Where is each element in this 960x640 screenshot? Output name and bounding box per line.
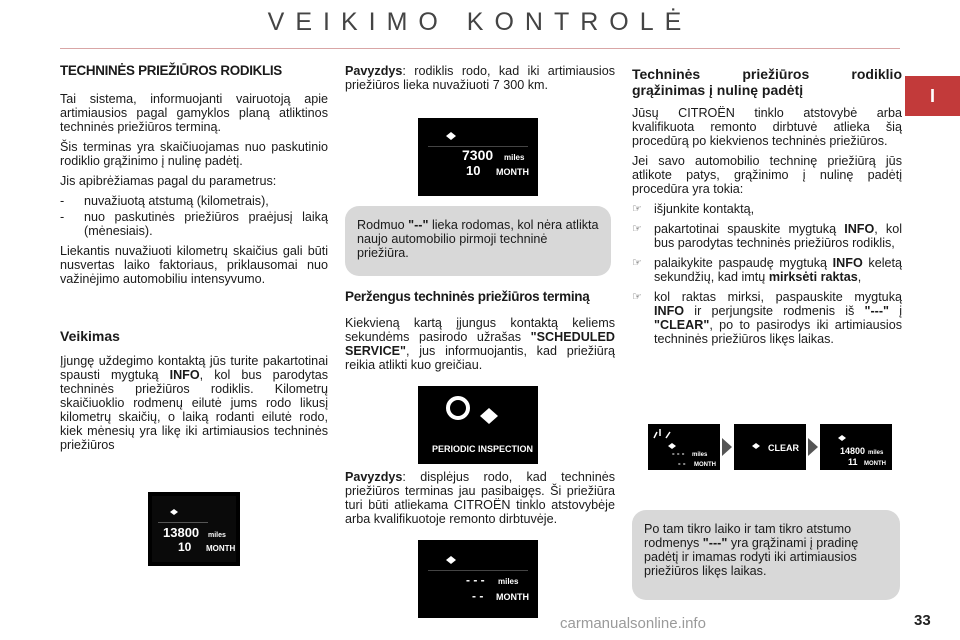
svg-text:miles: miles	[692, 452, 708, 458]
svg-text:7300: 7300	[462, 147, 494, 163]
svg-text:- -: - -	[678, 459, 686, 468]
display-image-sequence-2	[734, 424, 806, 470]
note-box-dashes: Rodmuo "--" lieka rodomas, kol nėra atlikta naujo automobilio pirmoji techninė priežiūra.	[345, 206, 611, 276]
wrench-icon	[740, 443, 760, 449]
page-title: VEIKIMO KONTROLĖ	[267, 8, 693, 36]
svg-text:13800: 13800	[163, 525, 200, 540]
svg-text:10: 10	[466, 163, 481, 178]
svg-text:miles: miles	[498, 577, 519, 586]
step-item: ☞ palaikykite paspaudę mygtuką INFO keletą sekundžių, kad imtų mirksėti raktas,	[632, 256, 902, 284]
svg-text:MONTH: MONTH	[496, 592, 529, 602]
section-heading-veikimas: Veikimas	[60, 328, 120, 344]
step-item: ☞ pakartotinai spauskite mygtuką INFO, kol bus parodytas techninės priežiūros rodiklis,	[632, 222, 902, 250]
svg-text:miles: miles	[208, 532, 226, 539]
svg-text:MONTH: MONTH	[206, 544, 236, 553]
example-paragraph: Pavyzdys: rodiklis rodo, kad iki artimiausios priežiūros lieka nuvažiuoti 7 300 km.	[345, 64, 615, 92]
step-item: ☞ išjunkite kontaktą,	[632, 202, 755, 216]
display-image-periodic-inspection	[418, 386, 538, 464]
column-middle-example2	[345, 470, 615, 532]
column-left	[60, 64, 328, 458]
svg-text:MONTH: MONTH	[496, 167, 529, 177]
wrench-icon	[432, 556, 456, 564]
paragraph: Įjungę uždegimo kontaktą jūs turite pakartotinai spausti mygtuką INFO, kol bus parodytas techninės priežiūros rodiklis. Kilometrų skaičiuoklio rodmenų eilutė jums rodo likusį kilometrų skaičių, o laiką rodanti eilutė rodo, kiek mėnesių yra likę iki artimiausios techninės priežiūros	[60, 354, 328, 452]
paragraph: Liekantis nuvažiuoti kilometrų skaičius gali būti nusvertas laiko faktoriaus, priklausomai nuo važinėjimo automobiliu intensyvumo.	[60, 244, 328, 286]
paragraph: Kiekvieną kartą įjungus kontaktą keliems sekundėms pasirodo užrašas "SCHEDULED SERVICE", jus informuojantis, kad priežiūrą reikia atlikti kuo greičiau.	[345, 316, 615, 372]
svg-text:CLEAR: CLEAR	[768, 443, 799, 453]
svg-text:14800: 14800	[840, 446, 866, 456]
display-image-7300	[418, 118, 538, 196]
example-paragraph: Pavyzdys: displėjus rodo, kad techninės priežiūros terminas jau pasibaigęs. Ši priežiūra turi būti atliekama CITROËN tinklo atstovybėje arba kvalifikuotoje remonto dirbtuvėje.	[345, 470, 615, 526]
paragraph: Tai sistema, informuojanti vairuotoją apie artimiausios pagal gamyklos planą atliktinos techninės priežiūros terminą.	[60, 92, 328, 134]
svg-text:MONTH: MONTH	[864, 461, 886, 467]
svg-text:11: 11	[848, 457, 858, 467]
paragraph: Jis apibrėžiamas pagal du parametrus:	[60, 174, 277, 188]
svg-text:miles: miles	[868, 450, 884, 456]
list-item: - nuvažiuotą atstumą (kilometrais),	[60, 194, 269, 208]
note-box-reset: Po tam tikro laiko ir tam tikro atstumo rodmenys "---" yra grąžinami į pradinę padėtį ir imamas rodyti iki artimiausios priežiūros likęs laikas.	[632, 510, 900, 600]
display-image-sequence-1	[648, 424, 720, 470]
arrow-icon	[722, 438, 732, 456]
wrench-icon	[826, 435, 846, 441]
wrench-icon	[432, 132, 456, 140]
display-image-sequence-3	[820, 424, 892, 470]
column-middle	[345, 64, 615, 98]
paragraph: Jei savo automobilio techninę priežiūrą jūs atlikote patys, grąžinimo į nulinę padėtį procedūra yra tokia:	[632, 154, 902, 196]
list-item: - nuo paskutinės priežiūros praėjusį laiką (mėnesiais).	[60, 210, 328, 238]
title-divider	[60, 48, 900, 49]
column-middle-lower	[345, 290, 615, 378]
paragraph: Šis terminas yra skaičiuojamas nuo paskutinio rodiklio grąžinimo į nulinę padėtį.	[60, 140, 328, 168]
chapter-tab[interactable]: I	[905, 76, 960, 116]
svg-text:miles: miles	[504, 153, 525, 162]
svg-text:- - -: - - -	[466, 573, 485, 587]
section-heading-indicator: TECHNINĖS PRIEŽIŪROS RODIKLIS	[60, 63, 282, 78]
page-number: 33	[914, 612, 931, 629]
section-heading-overdue: Peržengus techninės priežiūros terminą	[345, 289, 590, 304]
column-right	[632, 66, 902, 352]
pointer-icon: ☞	[632, 223, 642, 235]
pointer-icon: ☞	[632, 203, 642, 215]
svg-text:PERIODIC INSPECTION: PERIODIC INSPECTION	[432, 444, 534, 454]
section-heading-reset: Techninės priežiūros rodiklio grąžinimas į nulinę padėtį	[632, 66, 902, 98]
arrow-icon	[808, 438, 818, 456]
paragraph: Jūsų CITROËN tinklo atstovybė arba kvalifikuota remonto dirbtuvė atlieka šią procedūrą po kiekvienos techninės priežiūros.	[632, 106, 902, 148]
svg-text:- -: - -	[472, 589, 484, 603]
pointer-icon: ☞	[632, 291, 642, 303]
step-item: ☞ kol raktas mirksi, paspauskite mygtuką INFO ir perjungsite rodmenis iš "---" į "CLEAR", po to pasirodys iki artimiausios techninės priežiūros likęs laikas.	[632, 290, 902, 346]
display-image-13800	[148, 492, 240, 566]
svg-text:10: 10	[178, 540, 192, 554]
parameter-list	[60, 194, 328, 238]
display-image-dashes	[418, 540, 538, 618]
pointer-icon: ☞	[632, 257, 642, 269]
svg-text:MONTH: MONTH	[694, 462, 716, 468]
svg-text:- - -: - - -	[672, 449, 685, 458]
watermark: carmanualsonline.info	[560, 615, 706, 632]
